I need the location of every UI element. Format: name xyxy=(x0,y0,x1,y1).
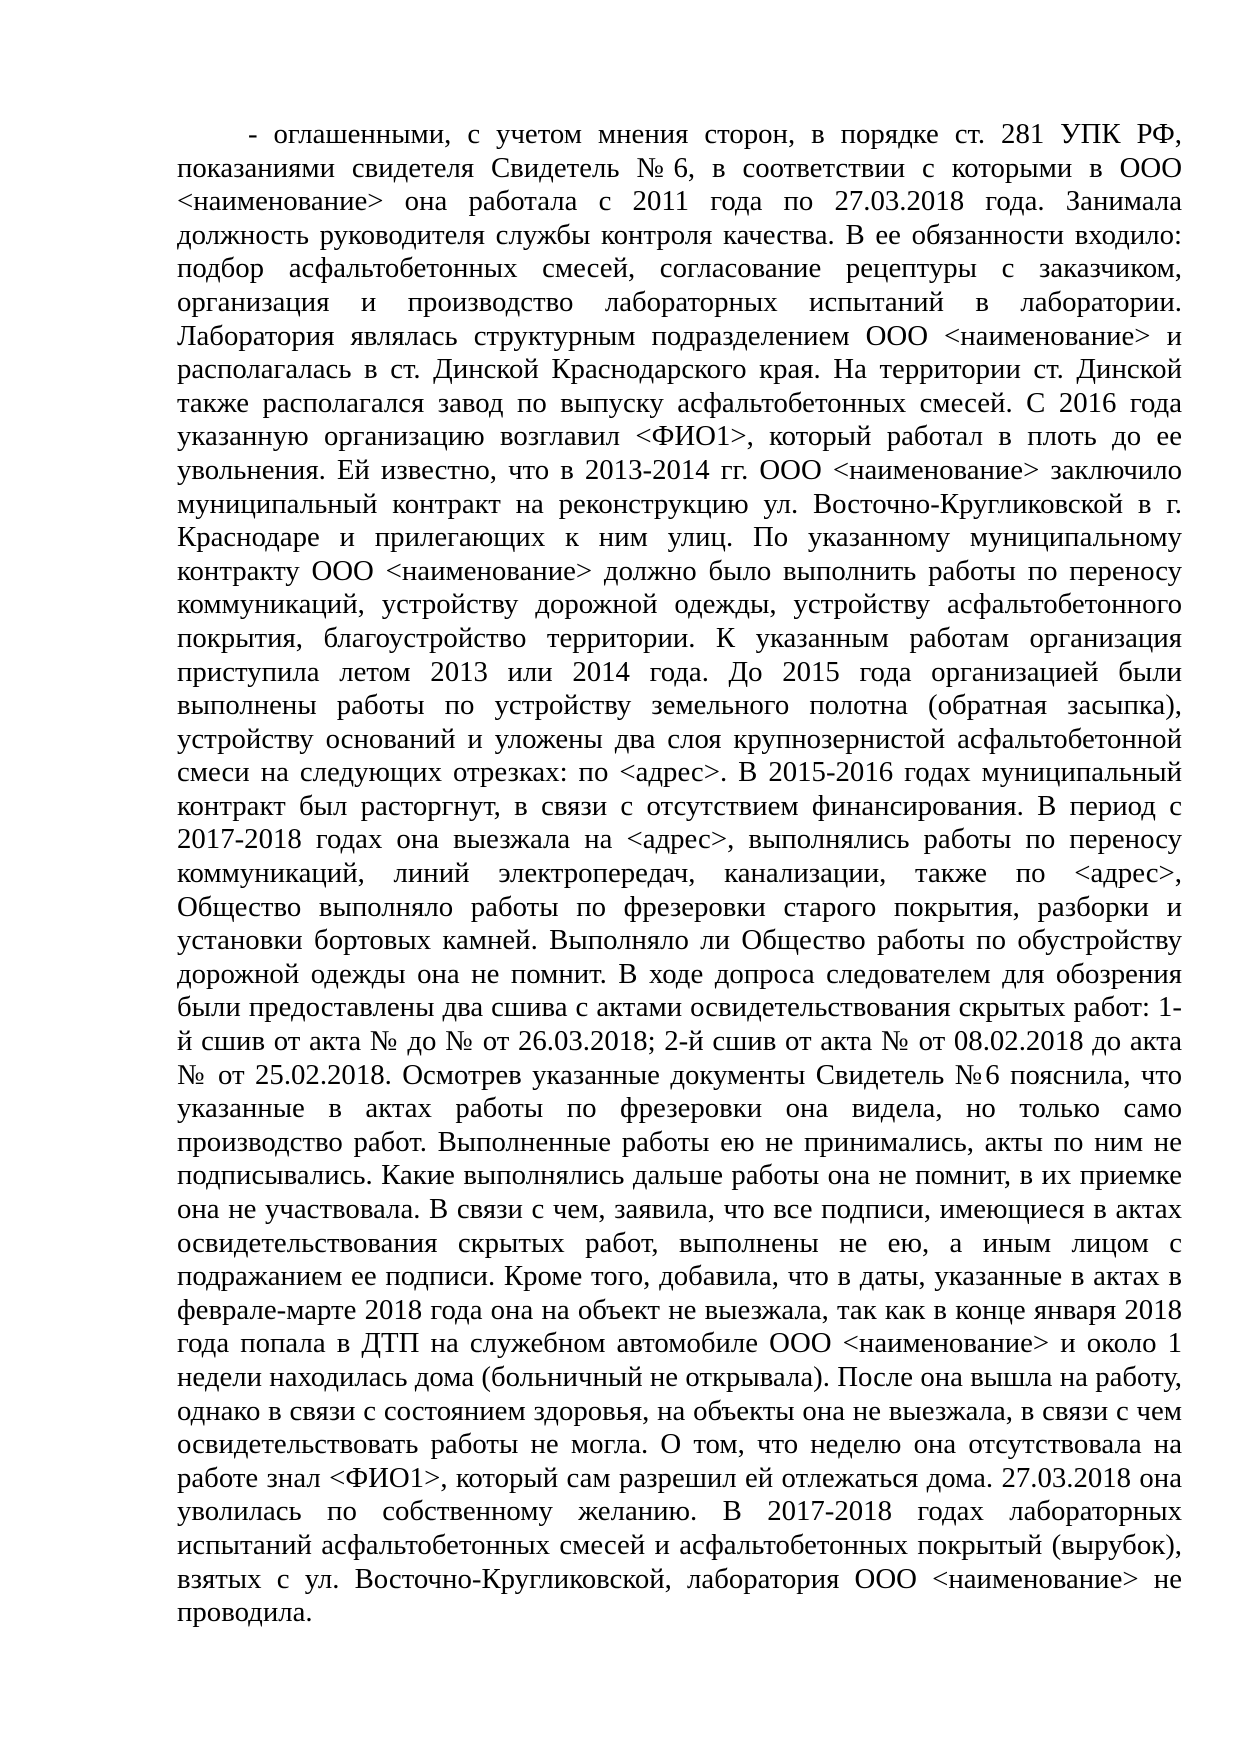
testimony-paragraph: - оглашенными, с учетом мнения сторон, в порядке ст. 281 УПК РФ, показаниями свидетеля Свидетель №6, в соответствии с которыми в ООО <наименование> она работала с 2011 года по 27.03.2018 года. Занимала должность руководителя службы контроля качества. В ее обязанности входило: подбор асфальтобетонных смесей, согласование рецептуры с заказчиком, организация и производство лабораторных испытаний в лаборатории. Лаборатория являлась структурным подразделением ООО <наименование> и располагалась в ст. Динской Краснодарского края. На территории ст. Динской также располагался завод по выпуску асфальтобетонных смесей. С 2016 года указанную организацию возглавил <ФИО1>, который работал в плоть до ее увольнения. Ей известно, что в 2013-2014 гг. ООО <наименование> заключило муниципальный контракт на реконструкцию ул. Восточно-Кругликовской в г. Краснодаре и прилегающих к ним улиц. По указанному муниципальному контракту ООО <наименование> должно было выполнить работы по переносу коммуникаций, устройству дорожной одежды, устройству асфальтобетонного покрытия, благоустройство территории. К указанным работам организация приступила летом 2013 или 2014 года. До 2015 года организацией были выполнены работы по устройству земельного полотна (обратная засыпка), устройству оснований и уложены два слоя крупнозернистой асфальтобетонной смеси на следующих отрезках: по <адрес>. В 2015-2016 годах муниципальный контракт был расторгнут, в связи с отсутствием финансирования. В период с 2017-2018 годах она выезжала на <адрес>, выполнялись работы по переносу коммуникаций, линий электропередач, канализации, также по <адрес>, Общество выполняло работы по фрезеровки старого покрытия, разборки и установки бортовых камней. Выполняло ли Общество работы по обустройству дорожной одежды она не помнит. В ходе допроса следователем для обозрения были предоставлены два сшива с актами освидетельствования скрытых работ: 1-й сшив от акта № до № от 26.03.2018; 2-й сшив от акта № от 08.02.2018 до акта № от 25.02.2018. Осмотрев указанные документы Свидетель №6 пояснила, что указанные в актах работы по фрезеровки она видела, но только само производство работ. Выполненные работы ею не принимались, акты по ним не подписывались. Какие выполнялись дальше работы она не помнит, в их приемке она не участвовала. В связи с чем, заявила, что все подписи, имеющиеся в актах освидетельствования скрытых работ, выполнены не ею, а иным лицом с подражанием ее подписи. Кроме того, добавила, что в даты, указанные в актах в феврале-марте 2018 года она на объект не выезжала, так как в конце января 2018 года попала в ДТП на служебном автомобиле ООО <наименование> и около 1 недели находилась дома (больничный не открывала). После она вышла на работу, однако в связи с состоянием здоровья, на объекты она не выезжала, в связи с чем освидетельствовать работы не могла. О том, что неделю она отсутствовала на работе знал <ФИО1>, который сам разрешил ей отлежаться дома. 27.03.2018 она уволилась по собственному желанию. В 2017-2018 годах лабораторных испытаний асфальтобетонных смесей и асфальтобетонных покрытый (вырубок), взятых с ул. Восточно-Кругликовской, лаборатория ООО <наименование> не проводила. xyxy=(177,118,1182,1629)
document-page xyxy=(177,118,1182,1630)
